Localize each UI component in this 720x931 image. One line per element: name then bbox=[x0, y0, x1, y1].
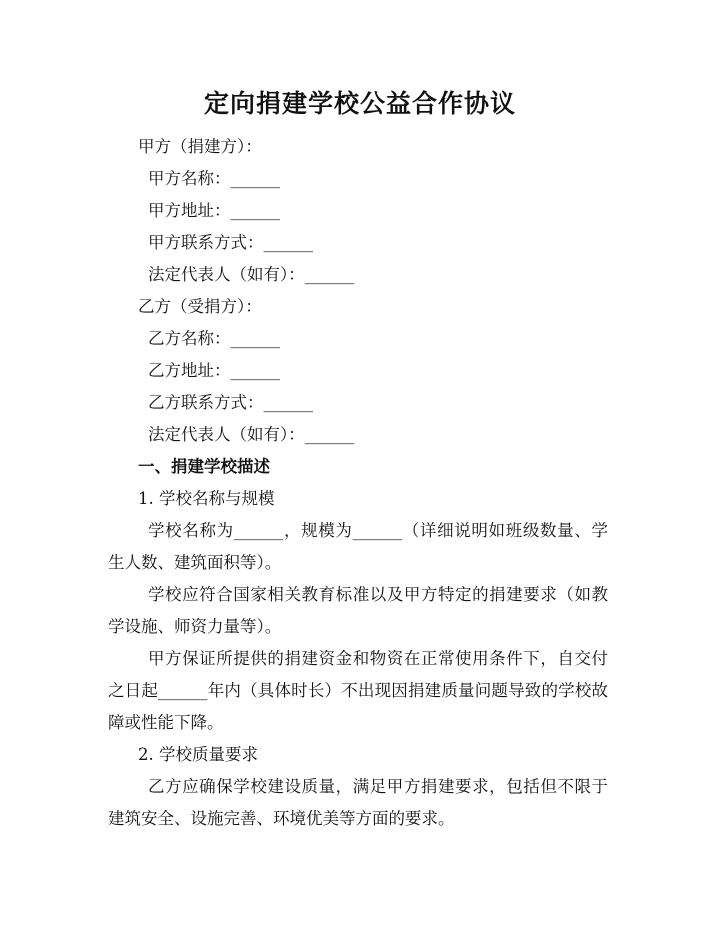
party-b-representative-field: 法定代表人（如有）：______ bbox=[148, 425, 355, 444]
party-b-name-field: 乙方名称：______ bbox=[148, 329, 280, 348]
subsection-title: 2. 学校质量要求 bbox=[138, 745, 258, 764]
paragraph: 乙方应确保学校建设质量，满足甲方捐建要求，包括但不限于建筑安全、设施完善、环境优美等方面的要求。 bbox=[108, 777, 608, 828]
party-b-label: 乙方（受捐方）： bbox=[138, 297, 262, 316]
subsection-title: 1. 学校名称与规模 bbox=[138, 489, 275, 508]
party-a-representative-field: 法定代表人（如有）：______ bbox=[148, 265, 355, 284]
paragraph: 学校名称为______，规模为______（详细说明如班级数量、学生人数、建筑面积等）。 bbox=[108, 521, 608, 572]
document-title: 定向捐建学校公益合作协议 bbox=[203, 89, 516, 118]
party-b-contact-field: 乙方联系方式：______ bbox=[148, 393, 313, 412]
section-heading: 一、捐建学校描述 bbox=[138, 457, 270, 476]
party-a-contact-field: 甲方联系方式：______ bbox=[148, 233, 313, 252]
paragraph: 学校应符合国家相关教育标准以及甲方特定的捐建要求（如教学设施、师资力量等）。 bbox=[108, 585, 608, 636]
party-a-name-field: 甲方名称：______ bbox=[148, 169, 280, 188]
paragraph: 甲方保证所提供的捐建资金和物资在正常使用条件下，自交付之日起______年内（具体时长）不出现因捐建质量问题导致的学校故障或性能下降。 bbox=[108, 649, 608, 732]
party-a-address-field: 甲方地址：______ bbox=[148, 201, 280, 220]
party-b-address-field: 乙方地址：______ bbox=[148, 361, 280, 380]
party-a-label: 甲方（捐建方）： bbox=[138, 137, 262, 156]
